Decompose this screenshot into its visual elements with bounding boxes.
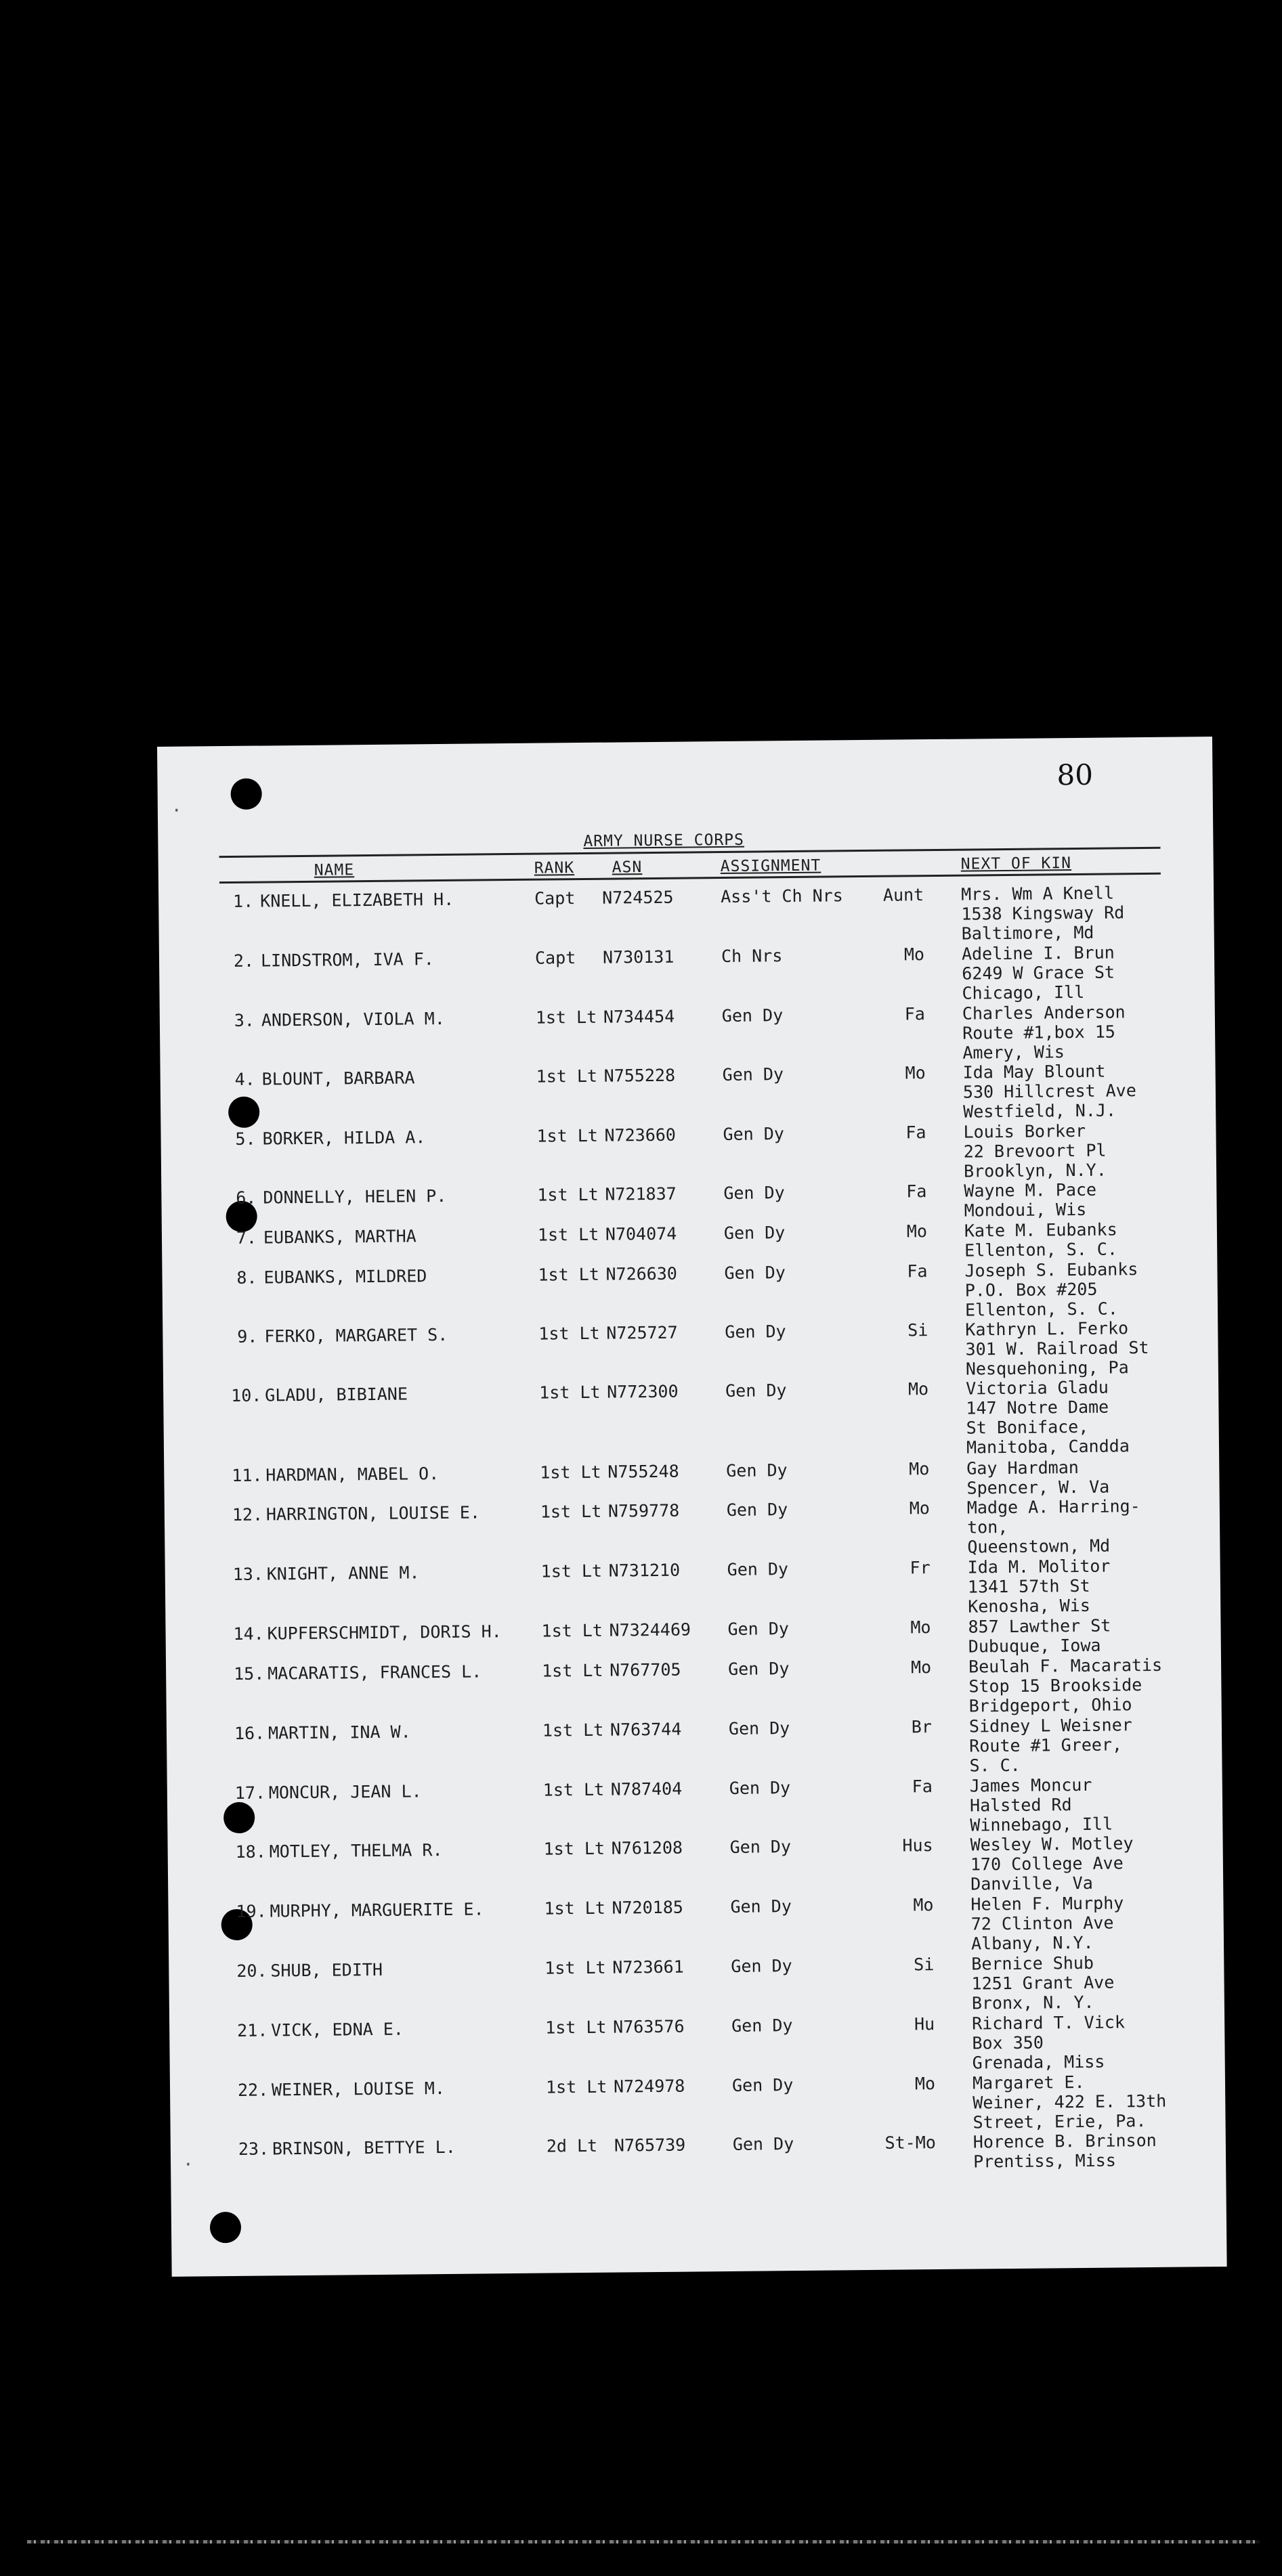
next-of-kin-line: Halsted Rd [969,1795,1072,1816]
table-row [167,1774,1222,1835]
next-of-kin-line: Horence B. Brinson [973,2130,1157,2152]
table-row [164,1456,1219,1498]
next-of-kin-line: Kate M. Eubanks [964,1219,1117,1241]
nurse-name: FERKO, MARGARET S. [264,1324,448,1347]
rank: 2d Lt [546,2135,598,2156]
next-of-kin-line: 6249 W Grace St [962,962,1115,984]
assignment: Gen Dy [731,2015,793,2036]
next-of-kin-line: Madge A. Harring- [966,1496,1140,1518]
next-of-kin-line: Danville, Va [970,1873,1093,1894]
serial-number: N755248 [607,1461,679,1482]
nurse-name: MARTIN, INA W. [268,1722,411,1743]
next-of-kin-line: Brooklyn, N.Y. [963,1160,1107,1181]
table-row [158,882,1214,944]
next-of-kin-line: Nesquehoning, Pa [965,1357,1129,1379]
rank: 1st Lt [545,2017,607,2038]
next-of-kin-line: Queenstown, Md [967,1535,1111,1557]
row-number: 23. [238,2139,270,2159]
nurse-name: MONCUR, JEAN L. [268,1781,422,1803]
next-of-kin-line: Helen F. Murphy [970,1893,1124,1915]
serial-number: N772300 [607,1381,679,1402]
row-number: 14. [233,1623,264,1644]
next-of-kin-line: Prentiss, Miss [973,2150,1116,2172]
assignment: Gen Dy [727,1659,790,1679]
table-row [165,1555,1220,1617]
serial-number: N723661 [612,1957,684,1978]
relationship: St-Mo [884,2133,936,2153]
next-of-kin [962,942,1115,1003]
next-of-kin-line: 22 Brevoort Pl [963,1140,1107,1162]
rank: 1st Lt [540,1462,601,1483]
next-of-kin [964,1219,1117,1260]
next-of-kin-line: Victoria Gladu [966,1377,1109,1399]
next-of-kin-line: Wayne M. Pace [964,1179,1097,1201]
column-header-rank: RANK [534,859,575,877]
next-of-kin-line: Spencer, W. Va [966,1477,1110,1498]
next-of-kin [973,2131,1157,2172]
relationship: Mo [914,2074,936,2094]
next-of-kin-line: Kathryn L. Ferko [965,1318,1129,1340]
next-of-kin-line: Bernice Shub [971,1952,1094,1974]
nurse-name: EUBANKS, MARTHA [263,1226,416,1248]
rank: 1st Lt [537,1224,599,1245]
assignment: Gen Dy [730,1896,792,1917]
assignment: Ass't Ch Nrs [721,886,843,907]
table-row [171,2130,1226,2172]
next-of-kin-line: Beulah F. Macaratis [968,1655,1163,1677]
row-number: 4. [234,1069,255,1089]
table-row [168,1892,1223,1954]
table-row [169,1952,1224,2013]
nurse-name: MACARATIS, FRANCES L. [268,1661,482,1684]
row-number: 15. [234,1663,265,1684]
relationship: Mo [910,1617,931,1638]
nurse-name: BRINSON, BETTYE L. [272,2137,456,2159]
serial-number: N787404 [610,1778,683,1799]
relationship: Mo [909,1498,930,1519]
assignment: Ch Nrs [721,946,783,967]
table-row [166,1655,1221,1716]
assignment: Gen Dy [732,2134,794,2154]
next-of-kin [965,1318,1149,1379]
next-of-kin-line: 1341 57th St [967,1575,1090,1597]
next-of-kin-line: Box 350 [972,2032,1044,2053]
next-of-kin-line: Bridgeport, Ohio [968,1695,1132,1716]
assignment: Gen Dy [729,1778,791,1798]
nurse-name: BLOUNT, BARBARA [261,1068,415,1089]
assignment: Gen Dy [727,1619,789,1639]
next-of-kin-line: Chicago, Ill [962,982,1085,1003]
nurse-name: WEINER, LOUISE M. [271,2078,446,2100]
nurse-name: SHUB, EDITH [270,1959,383,1981]
next-of-kin-line: Westfield, N.J. [963,1100,1117,1122]
next-of-kin-line: Gay Hardman [966,1457,1079,1479]
next-of-kin [969,1715,1133,1775]
assignment: Gen Dy [729,1837,792,1857]
next-of-kin-line: ton, [966,1516,1008,1537]
column-header-rule [219,873,1161,883]
rank: 1st Lt [542,1779,605,1800]
row-number: 5. [235,1129,256,1149]
next-of-kin-line: 530 Hillcrest Ave [962,1080,1136,1102]
next-of-kin [970,1833,1134,1894]
next-of-kin-line: Route #1,box 15 [962,1022,1116,1043]
next-of-kin-line: Margaret E. [972,2072,1085,2093]
next-of-kin-line: 170 College Ave [970,1853,1124,1875]
next-of-kin-line: Charles Anderson [962,1002,1126,1024]
next-of-kin-line: Louis Borker [963,1120,1086,1142]
next-of-kin [966,1458,1109,1498]
nurse-name: HARRINGTON, LOUISE E. [265,1502,481,1525]
next-of-kin-line: Joseph S. Eubanks [964,1259,1138,1281]
table-row [163,1376,1218,1458]
next-of-kin-line: Wesley W. Motley [970,1833,1134,1855]
relationship: Si [907,1320,928,1340]
next-of-kin-line: Richard T. Vick [972,2012,1126,2034]
assignment: Gen Dy [722,1064,784,1085]
next-of-kin-line: St Boniface, [966,1416,1089,1438]
table-row [168,1833,1223,1894]
column-header-assignment: ASSIGNMENT [720,856,821,876]
serial-number: N765739 [614,2135,686,2156]
next-of-kin [964,1259,1138,1319]
rank: 1st Lt [539,1382,601,1403]
row-number: 2. [233,951,255,971]
row-number: 16. [234,1723,265,1743]
relationship: Fa [906,1181,927,1202]
next-of-kin-line: 72 Clinton Ave [970,1913,1114,1934]
table-row [163,1317,1218,1379]
serial-number: N720185 [612,1897,683,1918]
punch-hole [210,2212,241,2243]
next-of-kin-line: Amery, Wis [962,1042,1065,1063]
relationship: Hus [902,1835,933,1856]
next-of-kin-line: Albany, N.Y. [970,1932,1094,1954]
assignment: Gen Dy [731,2075,794,2095]
serial-number: N767705 [609,1659,681,1680]
column-header-asn: ASN [612,858,643,877]
relationship: Fa [907,1261,928,1282]
relationship: Mo [905,1063,926,1083]
rank: 1st Lt [540,1501,602,1522]
rank: 1st Lt [542,1720,604,1741]
edge-mark: · [182,2154,194,2175]
row-number: 3. [234,1010,255,1030]
next-of-kin-line: James Moncur [969,1774,1092,1796]
next-of-kin [966,1377,1130,1457]
nurse-name: MOTLEY, THELMA R. [269,1840,443,1862]
row-number: 8. [236,1267,257,1288]
row-number: 1. [232,891,254,911]
assignment: Gen Dy [721,1005,784,1026]
relationship: Br [911,1717,933,1737]
next-of-kin [967,1496,1141,1556]
relationship: Fa [912,1776,933,1797]
serial-number: N721837 [605,1183,677,1204]
next-of-kin-line: 301 W. Railroad St [965,1337,1149,1359]
relationship: Mo [909,1459,930,1479]
serial-number: N761208 [611,1837,683,1858]
edge-mark: · [171,800,182,821]
punch-hole [228,1097,259,1128]
row-number: 12. [232,1504,263,1525]
next-of-kin [963,1061,1137,1121]
next-of-kin-line: Manitoba, Candda [966,1436,1130,1458]
rank: Capt [534,948,576,968]
nurse-name: LINDSTROM, IVA F. [260,949,435,971]
relationship: Mo [913,1895,934,1915]
serial-number: N763744 [610,1719,682,1740]
row-number: 11. [232,1465,263,1485]
next-of-kin-line: Dubuque, Iowa [968,1635,1101,1657]
rank: 1st Lt [540,1560,603,1581]
serial-number: N755228 [603,1065,676,1086]
serial-number: N730131 [602,946,675,967]
nurse-name: BORKER, HILDA A. [262,1127,426,1149]
next-of-kin-line: Ida M. Molitor [967,1556,1111,1577]
punch-hole [230,779,261,810]
next-of-kin [973,2072,1167,2133]
next-of-kin [972,2012,1126,2072]
next-of-kin-line: 857 Lawther St [968,1615,1111,1637]
table-row [169,2011,1224,2073]
next-of-kin-line: 1251 Grant Ave [971,1972,1115,1994]
assignment: Gen Dy [723,1223,786,1243]
nurse-name: ANDERSON, VIOLA M. [261,1008,445,1030]
row-number: 9. [237,1326,258,1347]
relationship: Si [914,1955,935,1975]
relationship: Mo [910,1657,932,1678]
table-row [161,1120,1216,1181]
nurse-name: VICK, EDNA E. [271,2019,404,2040]
next-of-kin [964,1180,1096,1221]
film-edge-strip [27,2540,1260,2544]
row-number: 17. [234,1783,266,1803]
next-of-kin-line: Kenosha, Wis [968,1595,1091,1617]
relationship: Fa [904,1004,925,1024]
assignment: Gen Dy [723,1124,784,1145]
assignment: Gen Dy [726,1460,788,1481]
next-of-kin-line: Grenada, Miss [972,2051,1105,2073]
serial-number: N704074 [605,1223,677,1244]
next-of-kin-line: P.O. Box #205 [964,1279,1098,1301]
rank: 1st Lt [544,1957,606,1978]
table-row [159,942,1214,1003]
relationship: Mo [906,1221,928,1242]
next-of-kin [963,1121,1107,1181]
assignment: Gen Dy [727,1559,789,1579]
serial-number: N763576 [613,2016,685,2037]
next-of-kin-line: Winnebago, Ill [970,1814,1113,1835]
relationship: Mo [907,1379,929,1399]
assignment: Gen Dy [724,1263,786,1283]
relationship: Hu [914,2014,935,2034]
assignment: Gen Dy [723,1183,785,1204]
assignment: Gen Dy [731,1956,792,1976]
row-number: 10. [231,1385,262,1405]
next-of-kin [968,1616,1111,1657]
next-of-kin [962,1002,1126,1062]
serial-number: N759778 [607,1500,680,1521]
next-of-kin [968,1655,1163,1716]
row-number: 19. [236,1901,267,1921]
rank: 1st Lt [537,1184,599,1205]
relationship: Aunt [882,885,924,905]
next-of-kin-line: 147 Notre Dame [966,1397,1109,1418]
table-row [161,1060,1216,1122]
next-of-kin-line: Bronx, N. Y. [971,1992,1094,2013]
next-of-kin [968,1556,1111,1617]
page-number: 80 [1056,758,1094,792]
punch-hole [223,1802,255,1833]
assignment: Gen Dy [725,1380,787,1401]
row-number: 7. [236,1227,257,1248]
nurse-name: MURPHY, MARGUERITE E. [270,1899,484,1921]
rank: Capt [534,888,576,909]
row-number: 18. [235,1841,266,1862]
rank: 1st Lt [536,1066,598,1087]
next-of-kin-line: Street, Erie, Pa. [973,2111,1147,2133]
next-of-kin [970,1775,1113,1835]
next-of-kin-line: Ellenton, S. C. [964,1298,1118,1320]
next-of-kin-line: Mrs. Wm A Knell [961,883,1115,904]
serial-number: N723660 [604,1125,677,1145]
relationship: Mo [903,944,925,965]
next-of-kin-line: S. C. [969,1755,1021,1776]
column-header-next-of-kin: NEXT OF KIN [960,854,1072,873]
assignment: Gen Dy [725,1322,786,1342]
row-number: 20. [236,1961,268,1981]
next-of-kin-line: 1538 Kingsway Rd [961,902,1125,924]
serial-number: N724978 [613,2076,685,2097]
nurse-name: DONNELLY, HELEN P. [263,1185,447,1208]
relationship: Fa [905,1122,926,1143]
rank: 1st Lt [536,1125,598,1146]
next-of-kin-line: Adeline I. Brun [961,942,1115,964]
rank: 1st Lt [544,1898,605,1919]
next-of-kin-line: Ellenton, S. C. [964,1239,1118,1261]
rank: 1st Lt [543,1838,605,1859]
column-header-name: NAME [314,861,355,879]
table-row [162,1219,1217,1261]
next-of-kin-line: Ida May Blount [962,1061,1106,1083]
next-of-kin [971,1953,1115,2013]
document-page [157,737,1227,2277]
row-number: 22. [237,2080,269,2100]
next-of-kin [970,1893,1124,1953]
rank: 1st Lt [538,1264,599,1285]
relationship: Fr [910,1558,931,1578]
rank: 1st Lt [535,1007,597,1028]
next-of-kin-line: Route #1 Greer, [969,1734,1123,1756]
serial-number: N725727 [606,1322,678,1343]
table-row [160,1001,1215,1063]
nurse-name: KUPFERSCHMIDT, DORIS H. [267,1621,502,1644]
rank: 1st Lt [541,1660,603,1681]
next-of-kin [961,883,1125,943]
next-of-kin-line: Weiner, 422 E. 13th [973,2091,1167,2113]
next-of-kin-line: Stop 15 Brookside [968,1675,1142,1697]
row-number: 13. [232,1564,264,1584]
table-row [167,1714,1222,1776]
nurse-name: KNIGHT, ANNE M. [266,1563,420,1584]
serial-number: N734454 [603,1006,675,1027]
table-row [161,1179,1216,1221]
serial-number: N724525 [602,887,674,908]
rank: 1st Lt [545,2076,607,2097]
assignment: Gen Dy [726,1500,788,1520]
serial-number: N726630 [605,1263,678,1284]
nurse-name: KNELL, ELIZABETH H. [260,889,454,911]
table-row [162,1259,1217,1320]
serial-number: N731210 [608,1560,681,1581]
nurse-name: GLADU, BIBIANE [265,1384,408,1405]
table-row [165,1496,1220,1557]
serial-number: N7324469 [609,1619,691,1640]
next-of-kin-line: Baltimore, Md [961,922,1094,944]
row-number: 6. [236,1187,257,1208]
row-number: 21. [237,2020,268,2040]
assignment: Gen Dy [728,1718,790,1739]
nurse-name: HARDMAN, MABEL O. [265,1464,440,1485]
rank: 1st Lt [541,1620,603,1641]
next-of-kin-line: Mondoui, Wis [964,1199,1087,1221]
next-of-kin-line: Sidney L Weisner [968,1715,1132,1737]
table-row [170,2071,1225,2133]
document-heading: ARMY NURSE CORPS [583,831,745,850]
rank: 1st Lt [538,1323,600,1344]
nurse-name: EUBANKS, MILDRED [263,1266,427,1288]
table-row [165,1615,1220,1657]
